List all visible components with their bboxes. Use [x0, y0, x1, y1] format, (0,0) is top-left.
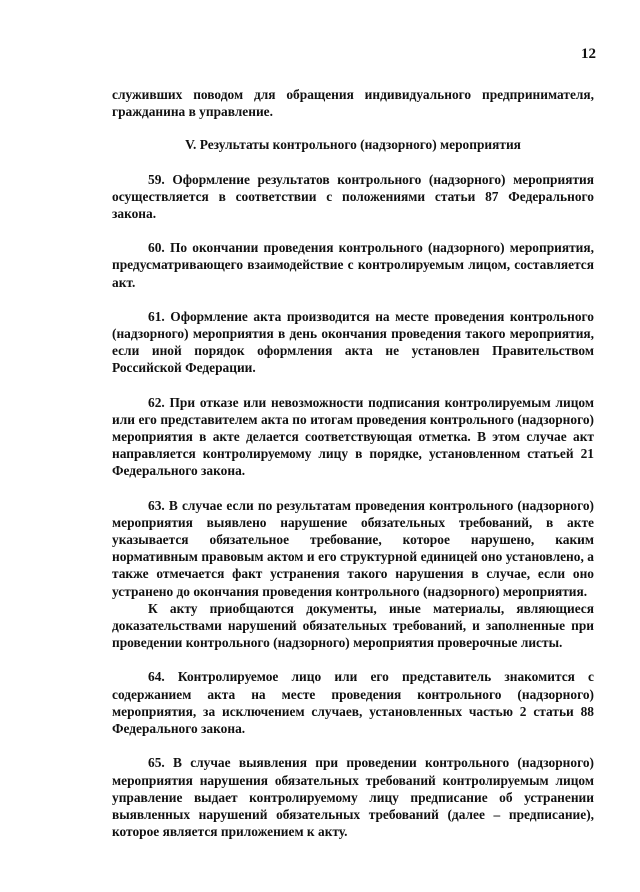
page-number: 12 — [581, 46, 596, 62]
paragraph-65: 65. В случае выявления при проведении контрольного (надзорного) мероприятия нарушения обязательных требований контролируемым лицом управление выдает контролируемому лицу предписание об устранении выявленных нарушений обязательных требований (далее – предписание), которое является приложением к акту. — [112, 755, 594, 840]
paragraph-60: 60. По окончании проведения контрольного (надзорного) мероприятия, предусматривающего взаимодействие с контролируемым лицом, составляется акт. — [112, 240, 594, 290]
paragraph-59: 59. Оформление результатов контрольного (надзорного) мероприятия осуществляется в соответствии с положениями статьи 87 Федерального закона. — [112, 171, 594, 222]
paragraph-63-continuation: К акту приобщаются документы, иные материалы, являющиеся доказательствами нарушений обязательных требований, и заполненные при проведении контрольного (надзорного) мероприятия проверочные листы. — [112, 600, 594, 651]
lead-paragraph: служивших поводом для обращения индивидуального предпринимателя, гражданина в управление. — [112, 87, 594, 120]
paragraph-62: 62. При отказе или невозможности подписания контролируемым лицом или его представителем акта по итогам проведения контрольного (надзорного) мероприятия в акте делается соответствующая отметка. В этом случае акт направляется контролируемому лицу в порядке, установленном статьей 21 Федерального закона. — [112, 394, 594, 479]
document-body — [112, 86, 594, 840]
paragraph-61: 61. Оформление акта производится на месте проведения контрольного (надзорного) мероприятия в день окончания проведения такого мероприятия, если иной порядок оформления акта не установлен Правительством Российской Федерации. — [112, 308, 594, 376]
section-title: V. Результаты контрольного (надзорного) мероприятия — [185, 137, 521, 153]
paragraph-64: 64. Контролируемое лицо или его представитель знакомится с содержанием акта на месте проведения контрольного (надзорного) мероприятия, за исключением случаев, установленных частью 2 статьи 88 Федерального закона. — [112, 669, 594, 737]
paragraph-63: 63. В случае если по результатам проведения контрольного (надзорного) мероприятия выявлено нарушение обязательных требований, в акте указывается обязательное требование, которое нарушено, каким нормативным правовым актом и его структурной единицей оно установлено, а также отмечается факт устранения такого нарушения в случае, если оно устранено до окончания проведения контрольного (надзорного) мероприятия. — [112, 497, 594, 599]
